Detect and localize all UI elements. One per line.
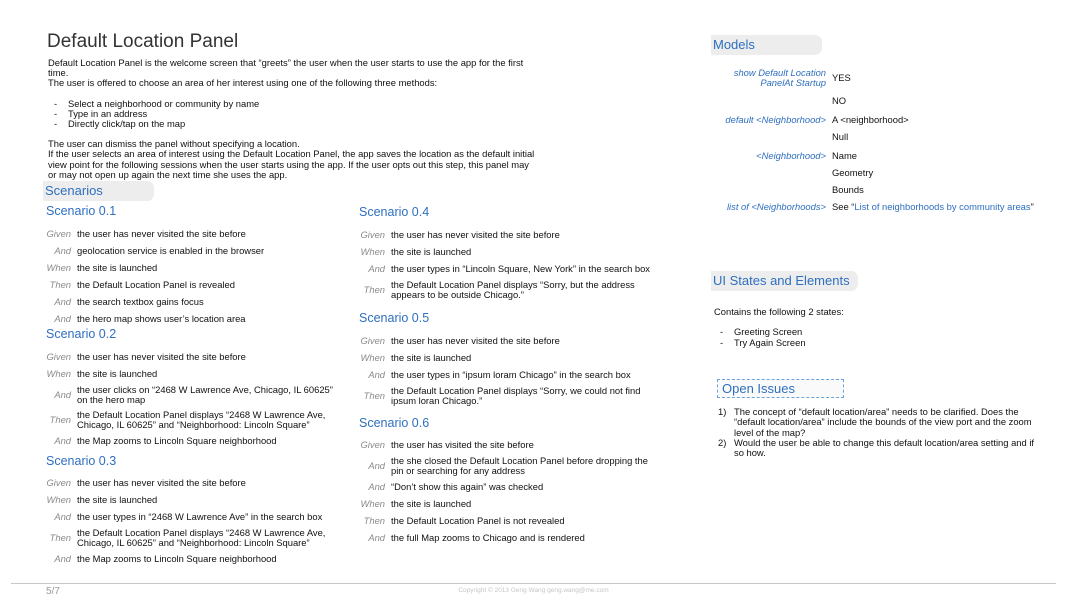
step-text: the site is launched xyxy=(391,497,472,509)
model-row xyxy=(710,111,1050,128)
scenario-steps xyxy=(358,226,658,302)
issue-number: 2) xyxy=(718,436,727,448)
model-key: show Default Location PanelAt Startup xyxy=(733,67,826,88)
step-keyword: And xyxy=(368,531,385,543)
scenario-step xyxy=(358,453,658,478)
step-text: geolocation service is enabled in the browser xyxy=(77,244,265,256)
open-issues-header: Open Issues xyxy=(717,379,844,398)
step-text: the search textbox gains focus xyxy=(77,295,204,307)
scenario-step xyxy=(44,293,344,310)
model-row xyxy=(710,181,1050,198)
step-keyword: When xyxy=(46,367,71,379)
method-item: - Type in an address xyxy=(48,109,538,119)
step-text: the site is launched xyxy=(77,261,158,273)
scenario-steps xyxy=(44,225,344,327)
step-text: the user clicks on “2468 W Lawrence Ave, Chicago, IL 60625” on the hero map xyxy=(77,383,333,405)
scenario-steps xyxy=(44,474,344,567)
scenario-title: Scenario 0.6 xyxy=(359,416,430,430)
step-keyword: Then xyxy=(363,389,385,401)
step-keyword: Then xyxy=(363,283,385,295)
model-value: A <neighborhood> xyxy=(832,113,909,125)
page-title: Default Location Panel xyxy=(47,31,239,52)
step-keyword: Given xyxy=(360,334,385,346)
step-text: the user types in “Lincoln Square, New York” in the search box xyxy=(391,262,650,274)
step-text: the Default Location Panel displays “Sorry, but the address appears to be outside Chicago.” xyxy=(391,278,635,300)
step-text: the site is launched xyxy=(391,245,472,257)
issue-number: 1) xyxy=(718,406,727,417)
scenario-step xyxy=(44,407,344,432)
step-text: the Default Location Panel displays “2468 W Lawrence Ave, Chicago, IL 60625” and “Neighborhood: Lincoln Square” xyxy=(77,526,326,548)
step-keyword: Then xyxy=(49,278,71,290)
step-text: the user has never visited the site before xyxy=(391,228,560,240)
step-keyword: And xyxy=(368,368,385,380)
step-text: the Map zooms to Lincoln Square neighborhood xyxy=(77,434,277,446)
step-keyword: Given xyxy=(46,476,71,488)
scenario-steps xyxy=(358,436,658,546)
ui-states-list xyxy=(714,327,806,348)
ui-state-item: - Try Again Screen xyxy=(714,338,806,349)
step-keyword: When xyxy=(46,261,71,273)
ui-states-intro: Contains the following 2 states: xyxy=(714,306,844,317)
scenario-step xyxy=(358,366,658,383)
intro-paragraph: The user is offered to choose an area of her interest using one of the following three methods: xyxy=(48,77,438,89)
step-text: “Don’t show this again” was checked xyxy=(391,480,544,492)
model-value: Null xyxy=(832,130,849,142)
method-item: - Directly click/tap on the map xyxy=(48,119,538,129)
model-row xyxy=(710,164,1050,181)
step-keyword: Given xyxy=(46,227,71,239)
step-text: the user types in “ipsum loram Chicago” in the search box xyxy=(391,368,631,380)
model-value: Geometry xyxy=(832,166,874,178)
step-keyword: And xyxy=(368,459,385,471)
scenario-step xyxy=(358,243,658,260)
step-text: the Default Location Panel displays “2468 W Lawrence Ave, Chicago, IL 60625” and “Neighborhood: Lincoln Square” xyxy=(77,408,326,430)
open-issues-list xyxy=(718,407,1043,458)
method-item: - Select a neighborhood or community by name xyxy=(48,99,538,109)
footer-divider xyxy=(11,583,1056,584)
scenario-step xyxy=(44,365,344,382)
model-row xyxy=(710,198,1050,215)
scenario-step xyxy=(44,550,344,567)
scenario-step xyxy=(44,508,344,525)
step-keyword: Given xyxy=(360,438,385,450)
step-keyword: When xyxy=(360,351,385,363)
model-value: YES xyxy=(832,72,851,83)
step-text: the site is launched xyxy=(77,367,158,379)
scenario-title: Scenario 0.5 xyxy=(359,311,430,325)
step-text: the user types in “2468 W Lawrence Ave” in the search box xyxy=(77,510,323,522)
step-text: the Default Location Panel is not revealed xyxy=(391,514,565,526)
step-text: the Default Location Panel displays “Sorry, we could not find ipsum loran Chicago.” xyxy=(391,384,641,406)
model-row xyxy=(710,128,1050,145)
scenario-step xyxy=(44,276,344,293)
scenario-step xyxy=(358,383,658,408)
intro-paragraph: Default Location Panel is the welcome screen that “greets” the user when the user starts to use the app for the first time. xyxy=(48,57,524,79)
copyright: Copyright © 2013 Geng Wang geng.wang@me.com xyxy=(458,587,609,594)
scenario-step xyxy=(358,349,658,366)
model-row xyxy=(710,147,1050,164)
model-row xyxy=(710,64,1050,92)
model-value: Name xyxy=(832,149,858,161)
scenario-step xyxy=(44,225,344,242)
scenarios-header: Scenarios xyxy=(43,181,154,201)
scenario-step xyxy=(358,478,658,495)
step-keyword: Then xyxy=(363,514,385,526)
method-list xyxy=(48,99,538,130)
issue-item xyxy=(718,438,1043,459)
step-text: the Map zooms to Lincoln Square neighborhood xyxy=(77,552,277,564)
step-text: the site is launched xyxy=(391,351,472,363)
scenario-step xyxy=(44,491,344,508)
step-keyword: And xyxy=(54,244,71,256)
step-keyword: Given xyxy=(46,350,71,362)
scenario-step xyxy=(44,382,344,407)
scenario-step xyxy=(358,529,658,546)
step-text: the user has never visited the site before xyxy=(77,476,246,488)
step-keyword: And xyxy=(54,510,71,522)
ui-state-item: - Greeting Screen xyxy=(714,327,806,338)
model-key: list of <Neighborhoods> xyxy=(726,200,826,212)
step-keyword: And xyxy=(368,480,385,492)
scenario-step xyxy=(358,332,658,349)
model-row xyxy=(710,92,1050,109)
scenario-step xyxy=(358,436,658,453)
step-text: the she closed the Default Location Panel before dropping the pin or searching for any address xyxy=(391,454,648,476)
step-keyword: And xyxy=(54,388,71,400)
step-text: the hero map shows user’s location area xyxy=(77,312,246,324)
step-text: the site is launched xyxy=(77,493,158,505)
scenario-step xyxy=(44,242,344,259)
scenario-step xyxy=(44,525,344,550)
step-text: the user has never visited the site before xyxy=(77,350,246,362)
intro-paragraph: If the user selects an area of interest using the Default Location Panel, the app saves the location as the default initial view point for the following sessions when the user starts using the app. If the user opts out this step, this panel may or may not open up again the next time she uses the app. xyxy=(48,148,535,180)
scenario-step xyxy=(358,495,658,512)
scenario-step xyxy=(358,226,658,243)
step-keyword: When xyxy=(360,245,385,257)
scenario-steps xyxy=(44,348,344,449)
scenario-step xyxy=(358,277,658,302)
step-keyword: When xyxy=(46,493,71,505)
scenario-step xyxy=(44,259,344,276)
step-text: the full Map zooms to Chicago and is rendered xyxy=(391,531,585,543)
scenario-title: Scenario 0.2 xyxy=(46,327,117,341)
step-keyword: And xyxy=(54,434,71,446)
step-keyword: And xyxy=(368,262,385,274)
scenario-step xyxy=(358,260,658,277)
intro-paragraph: The user can dismiss the panel without specifying a location. xyxy=(48,138,300,150)
step-keyword: Given xyxy=(360,228,385,240)
ui-states-header: UI States and Elements xyxy=(711,271,858,291)
scenario-step xyxy=(44,310,344,327)
step-keyword: When xyxy=(360,497,385,509)
step-keyword: Then xyxy=(49,413,71,425)
step-keyword: And xyxy=(54,295,71,307)
scenario-step xyxy=(44,348,344,365)
scenario-title: Scenario 0.4 xyxy=(359,205,430,219)
intro-text xyxy=(48,58,538,180)
scenario-step xyxy=(44,432,344,449)
step-text: the user has never visited the site before xyxy=(77,227,246,239)
model-value: NO xyxy=(832,94,847,106)
issue-text: Would the user be able to change this default location/area setting and if so how. xyxy=(734,436,1035,459)
step-text: the Default Location Panel is revealed xyxy=(77,278,235,290)
models-header: Models xyxy=(711,35,822,55)
scenario-title: Scenario 0.3 xyxy=(46,454,117,468)
model-value: Bounds xyxy=(832,183,864,195)
step-keyword: And xyxy=(54,312,71,324)
models-table xyxy=(710,64,1050,215)
step-keyword: Then xyxy=(49,531,71,543)
scenario-title: Scenario 0.1 xyxy=(46,204,117,218)
issue-item xyxy=(718,407,1043,438)
scenario-step xyxy=(44,474,344,491)
page-number: 5/7 xyxy=(46,586,60,597)
model-key: <Neighborhood> xyxy=(756,149,826,161)
scenario-steps xyxy=(358,332,658,408)
step-text: the user has never visited the site before xyxy=(391,334,560,346)
issue-text: The concept of “default location/area” needs to be clarified. Does the “default location/area” include the bounds of the view port and the zoom level of the map? xyxy=(734,406,1032,438)
step-keyword: And xyxy=(54,552,71,564)
scenario-step xyxy=(358,512,658,529)
neighborhoods-link[interactable]: See “List of neighborhoods by community areas” xyxy=(832,200,1034,212)
step-text: the user has visited the site before xyxy=(391,438,534,450)
model-key: default <Neighborhood> xyxy=(725,113,826,125)
